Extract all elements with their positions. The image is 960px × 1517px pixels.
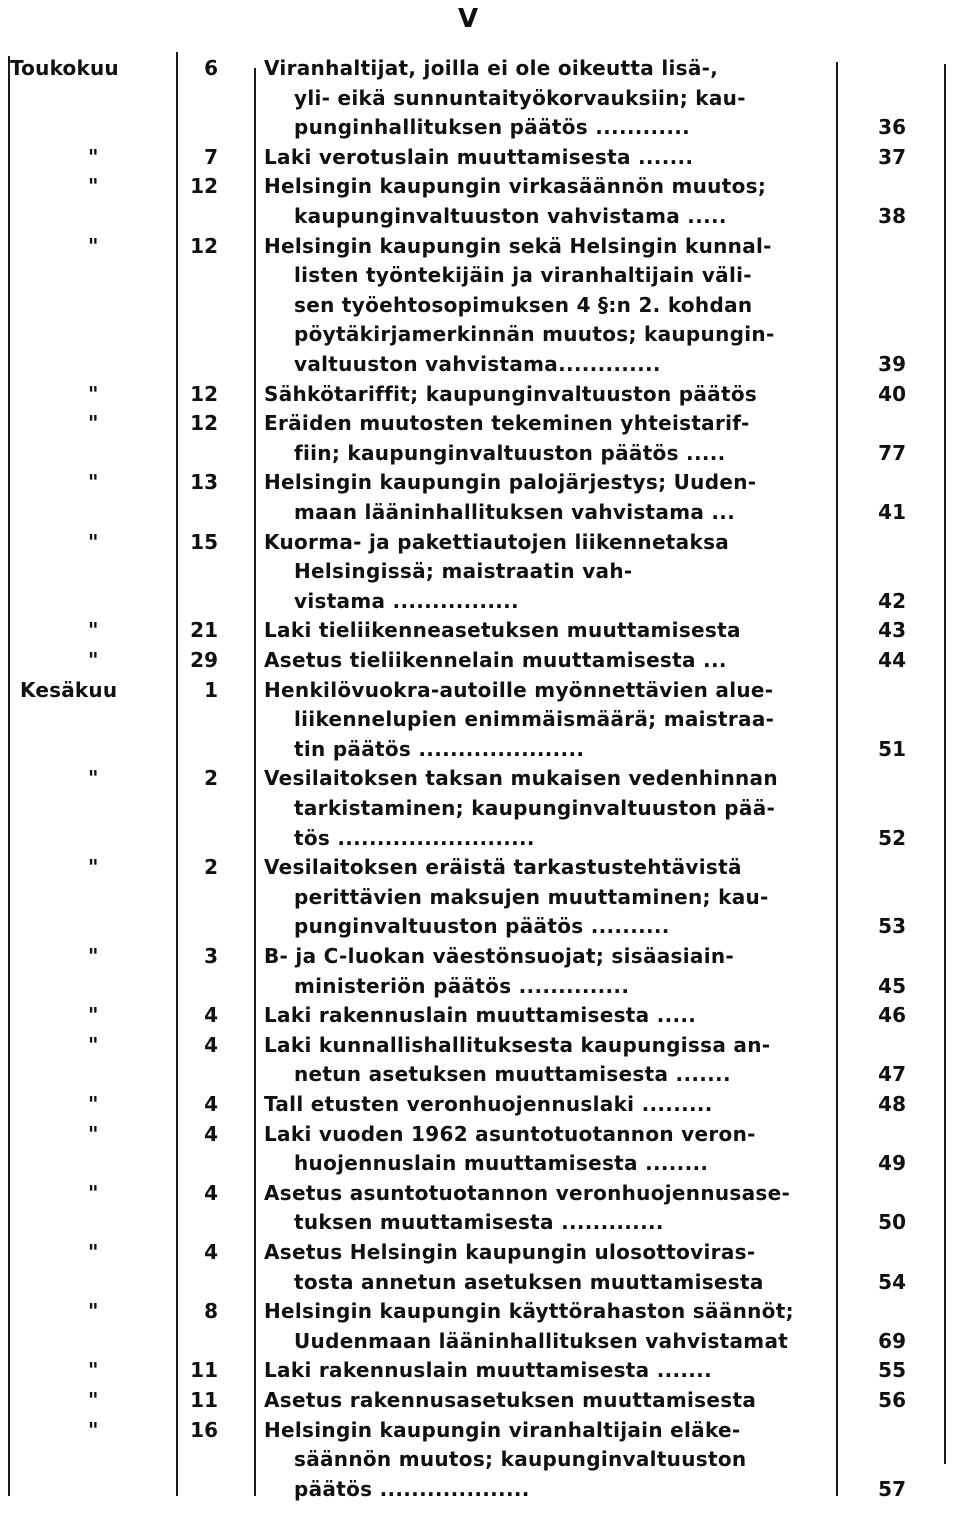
- entry-page-number: 49: [878, 1151, 906, 1176]
- month-label: Toukokuu: [10, 56, 119, 80]
- entry-day: 29: [190, 648, 218, 672]
- entry-day: 3: [204, 944, 218, 968]
- month-ditto-mark: ": [88, 1240, 99, 1264]
- entry-day: 13: [190, 470, 218, 495]
- entry-title-line: valtuuston vahvistama.............: [294, 352, 661, 376]
- month-ditto-mark: ": [88, 855, 99, 880]
- entry-day: 12: [190, 233, 218, 258]
- entry-title-line: liikennelupien enimmäismäärä; maistraa-: [294, 707, 775, 732]
- entry-title-line: huojennuslain muuttamisesta ........: [294, 1151, 709, 1176]
- entry-title-line: kaupunginvaltuuston vahvistama .....: [294, 204, 727, 228]
- entry-day: 4: [204, 1003, 218, 1028]
- entry-title-line: Helsingin kaupungin virkasäännön muutos;: [264, 174, 767, 199]
- page-column-rule: [836, 62, 838, 1496]
- month-ditto-mark: ": [88, 1299, 99, 1324]
- entry-page-number: 77: [878, 440, 906, 465]
- entry-title-line: Sähkötariffit; kaupunginvaltuuston päätös: [264, 381, 758, 406]
- entry-page-number: 54: [878, 1269, 906, 1294]
- entry-title-line: tös .........................: [294, 825, 535, 850]
- entry-title-line: Asetus asuntotuotannon veronhuojennusase-: [264, 1180, 791, 1205]
- month-ditto-mark: ": [88, 1417, 99, 1442]
- entry-title-line: tosta annetun asetuksen muuttamisesta: [294, 1269, 764, 1294]
- entry-page-number: 69: [878, 1328, 906, 1353]
- entry-title-line: tuksen muuttamisesta .............: [294, 1210, 664, 1235]
- entry-page-number: 55: [878, 1358, 906, 1383]
- entry-title-line: Laki rakennuslain muuttamisesta .....: [264, 1003, 697, 1028]
- entry-day: 2: [204, 766, 218, 791]
- entry-title-line: yli- eikä sunnuntaityökorvauksiin; kau-: [294, 85, 746, 110]
- entry-title-line: säännön muutos; kaupunginvaltuuston: [294, 1447, 747, 1472]
- entry-day: 4: [204, 1180, 218, 1205]
- entry-day: 12: [190, 174, 218, 199]
- entry-title-line: Laki verotuslain muuttamisesta .......: [264, 144, 694, 169]
- month-ditto-mark: ": [88, 1032, 99, 1057]
- page-number: V: [458, 4, 479, 34]
- month-ditto-mark: ": [88, 944, 99, 968]
- entry-title-line: Helsingissä; maistraatin vah-: [294, 559, 633, 584]
- entry-title-line: punginhallituksen päätös ............: [294, 115, 691, 140]
- entry-day: 4: [204, 1121, 218, 1146]
- entry-title-line: Asetus rakennusasetuksen muuttamisesta: [264, 1388, 757, 1412]
- entry-page-number: 56: [878, 1388, 906, 1412]
- entry-title-line: Eräiden muutosten tekeminen yhteistarif-: [264, 411, 750, 436]
- entry-title-line: B- ja C-luokan väestönsuojat; sisäasiain-: [264, 944, 734, 968]
- entry-day: 16: [190, 1417, 218, 1442]
- entry-page-number: 44: [878, 648, 906, 672]
- entry-page-number: 39: [878, 352, 906, 376]
- entry-title-line: Helsingin kaupungin käyttörahaston säännöt;: [264, 1299, 794, 1324]
- entry-title-line: maan lääninhallituksen vahvistama ...: [294, 500, 736, 524]
- entry-day: 11: [190, 1358, 218, 1383]
- entry-title-line: Uudenmaan lääninhallituksen vahvistamat: [294, 1328, 789, 1353]
- entry-day: 1: [204, 677, 218, 702]
- entry-title-line: Helsingin kaupungin sekä Helsingin kunnal-: [264, 233, 772, 258]
- month-ditto-mark: ": [88, 381, 99, 406]
- entry-title-line: Tall etusten veronhuojennuslaki .........: [264, 1092, 713, 1116]
- entry-page-number: 41: [878, 500, 906, 524]
- entry-page-number: 53: [878, 914, 906, 939]
- entry-title-line: Vesilaitoksen taksan mukaisen vedenhinnan: [264, 766, 778, 791]
- entry-title-line: tarkistaminen; kaupunginvaltuuston pää-: [294, 796, 776, 820]
- month-ditto-mark: ": [88, 1003, 99, 1028]
- entry-day: 2: [204, 855, 218, 880]
- entry-day: 7: [204, 144, 218, 169]
- month-ditto-mark: ": [88, 1180, 99, 1205]
- entry-title-line: Asetus tieliikennelain muuttamisesta ...: [264, 648, 727, 672]
- entry-title-line: Helsingin kaupungin palojärjestys; Uuden-: [264, 470, 757, 495]
- right-margin-rule: [944, 64, 946, 1464]
- entry-page-number: 40: [878, 381, 906, 406]
- entry-title-line: Laki kunnallishallituksesta kaupungissa an-: [264, 1032, 771, 1057]
- entry-title-line: fiin; kaupunginvaltuuston päätös .....: [294, 440, 726, 465]
- entry-page-number: 47: [878, 1062, 906, 1087]
- month-label: Kesäkuu: [20, 677, 118, 702]
- entry-title-line: pöytäkirjamerkinnän muutos; kaupungin-: [294, 322, 775, 347]
- entry-day: 4: [204, 1032, 218, 1057]
- entry-page-number: 52: [878, 825, 906, 850]
- entry-page-number: 46: [878, 1003, 906, 1028]
- entry-title-line: Asetus Helsingin kaupungin ulosottoviras-: [264, 1240, 756, 1264]
- month-ditto-mark: ": [88, 529, 99, 554]
- left-margin-rule: [8, 56, 10, 1496]
- entry-day: 4: [204, 1092, 218, 1116]
- entry-day: 12: [190, 411, 218, 436]
- month-ditto-mark: ": [88, 1121, 99, 1146]
- month-ditto-mark: ": [88, 411, 99, 436]
- entry-day: 6: [204, 56, 218, 80]
- entry-page-number: 50: [878, 1210, 906, 1235]
- entry-title-line: päätös ...................: [294, 1476, 530, 1501]
- entry-page-number: 57: [878, 1476, 906, 1501]
- entry-page-number: 51: [878, 736, 906, 761]
- entry-title-line: Laki tieliikenneasetuksen muuttamisesta: [264, 618, 741, 643]
- title-column-rule: [254, 68, 256, 1496]
- month-ditto-mark: ": [88, 1092, 99, 1116]
- month-ditto-mark: ": [88, 233, 99, 258]
- entry-day: 11: [190, 1388, 218, 1412]
- month-ditto-mark: ": [88, 618, 99, 643]
- entry-day: 21: [190, 618, 218, 643]
- entry-title-line: netun asetuksen muuttamisesta .......: [294, 1062, 731, 1087]
- entry-title-line: Henkilövuokra-autoille myönnettävien alue-: [264, 677, 774, 702]
- month-ditto-mark: ": [88, 1358, 99, 1383]
- month-ditto-mark: ": [88, 766, 99, 791]
- entry-day: 12: [190, 381, 218, 406]
- entry-page-number: 36: [878, 115, 906, 140]
- entry-day: 8: [204, 1299, 218, 1324]
- month-ditto-mark: ": [88, 144, 99, 169]
- entry-page-number: 43: [878, 618, 906, 643]
- month-ditto-mark: ": [88, 174, 99, 199]
- entry-day: 4: [204, 1240, 218, 1264]
- entry-title-line: tin päätös .....................: [294, 736, 585, 761]
- entry-page-number: 48: [878, 1092, 906, 1116]
- entry-title-line: Laki rakennuslain muuttamisesta .......: [264, 1358, 712, 1383]
- entry-page-number: 38: [878, 204, 906, 228]
- month-ditto-mark: ": [88, 648, 99, 672]
- entry-title-line: Laki vuoden 1962 asuntotuotannon veron-: [264, 1121, 756, 1146]
- entry-title-line: Kuorma- ja pakettiautojen liikennetaksa: [264, 529, 730, 554]
- entry-title-line: vistama ................: [294, 588, 519, 613]
- entry-page-number: 42: [878, 588, 906, 613]
- entry-title-line: Viranhaltijat, joilla ei ole oikeutta lisä-,: [264, 56, 719, 80]
- month-ditto-mark: ": [88, 1388, 99, 1412]
- entry-page-number: 37: [878, 144, 906, 169]
- entry-title-line: sen työehtosopimuksen 4 §:n 2. kohdan: [294, 292, 753, 317]
- entry-title-line: Helsingin kaupungin viranhaltijain eläke-: [264, 1417, 741, 1442]
- entry-day: 15: [190, 529, 218, 554]
- entry-title-line: listen työntekijäin ja viranhaltijain väli-: [294, 263, 752, 288]
- month-ditto-mark: ": [88, 470, 99, 495]
- entry-title-line: perittävien maksujen muuttaminen; kau-: [294, 884, 769, 909]
- entry-page-number: 45: [878, 973, 906, 998]
- entry-title-line: punginvaltuuston päätös ..........: [294, 914, 670, 939]
- entry-title-line: Vesilaitoksen eräistä tarkastustehtävistä: [264, 855, 742, 880]
- entry-title-line: ministeriön päätös ..............: [294, 973, 630, 998]
